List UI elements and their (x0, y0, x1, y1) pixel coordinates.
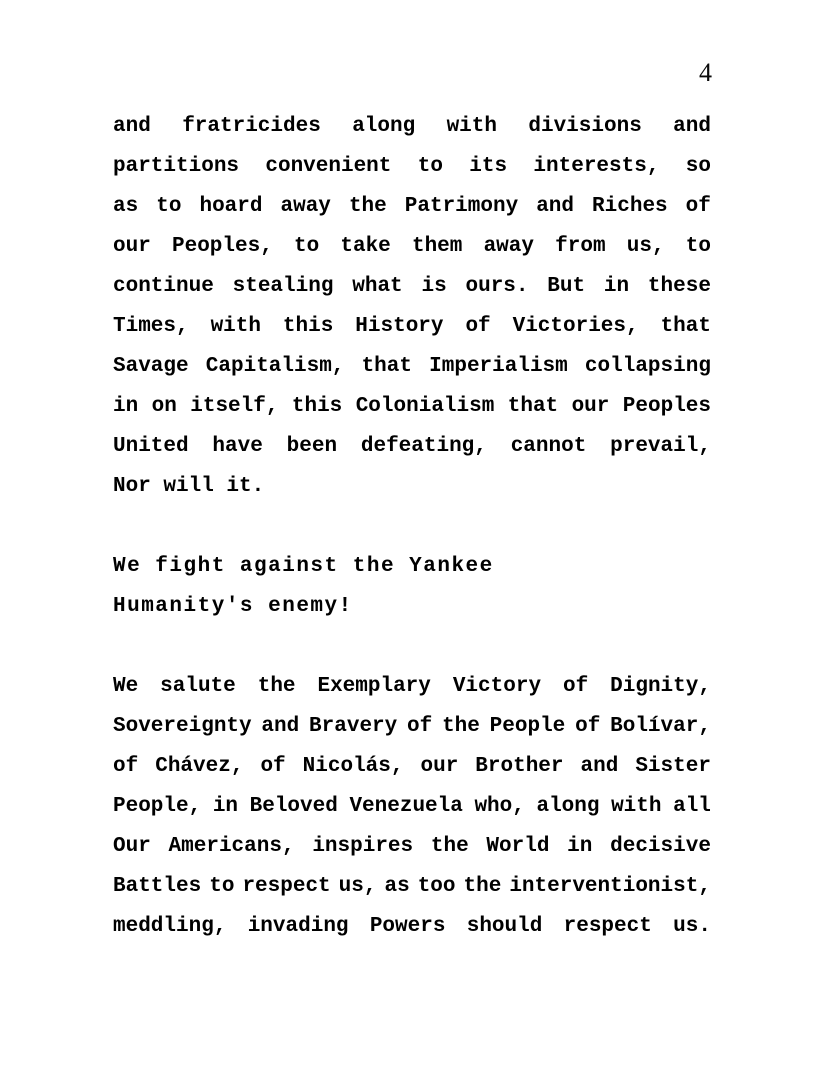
word: to (209, 875, 235, 898)
word: inspires (312, 835, 414, 858)
text-line: We fight against the Yankee (113, 555, 494, 578)
word: along (352, 115, 416, 138)
text-line (113, 827, 711, 867)
word: divisions (528, 115, 642, 138)
word: decisive (610, 835, 711, 858)
word: Bolívar, (610, 715, 711, 738)
word: salute (160, 675, 236, 698)
word: Powers (369, 915, 446, 938)
word: interests, (533, 155, 660, 178)
word: Exemplary (317, 675, 431, 698)
text-line (113, 707, 711, 747)
word: that (660, 315, 711, 338)
word: as (113, 195, 139, 218)
word: stealing (232, 275, 334, 298)
text-line (113, 907, 711, 947)
word: interventionist, (509, 875, 711, 898)
word: with (446, 115, 497, 138)
word: what (352, 275, 403, 298)
word: Peoples (622, 395, 711, 418)
text-line (113, 147, 711, 187)
word: our (420, 755, 459, 778)
word: take (340, 235, 391, 258)
word: of (407, 715, 433, 738)
word: our (571, 395, 610, 418)
word: so (685, 155, 711, 178)
word: Chávez, (155, 755, 244, 778)
word: Sovereignty (113, 715, 252, 738)
text-line (113, 387, 711, 427)
text-line (113, 267, 711, 307)
word: too (417, 875, 456, 898)
word: the (430, 835, 469, 858)
word: is (421, 275, 447, 298)
paragraph-2-slogan (113, 547, 711, 627)
word: that (361, 355, 412, 378)
word: respect (563, 915, 652, 938)
word: of (685, 195, 711, 218)
text-line: Nor will it. (113, 475, 265, 498)
word: our (113, 235, 151, 258)
word: But (547, 275, 586, 298)
word: with (210, 315, 261, 338)
word: should (466, 915, 543, 938)
word: Riches (592, 195, 668, 218)
text-line (113, 867, 711, 907)
word: these (647, 275, 711, 298)
paragraph-1 (113, 107, 711, 507)
word: in (212, 795, 239, 818)
word: this (282, 315, 334, 338)
word: Savage (113, 355, 189, 378)
word: History (355, 315, 444, 338)
word: prevail, (610, 435, 711, 458)
word: of (260, 755, 286, 778)
word: of (575, 715, 601, 738)
word: in (603, 275, 630, 298)
word: and (580, 755, 619, 778)
word: collapsing (584, 355, 711, 378)
text-block (113, 107, 711, 947)
word: defeating, (360, 435, 487, 458)
word: respect (242, 875, 331, 898)
text-line (113, 787, 711, 827)
word: Patrimony (404, 195, 519, 218)
word: as (384, 875, 410, 898)
word: Imperialism (429, 355, 568, 378)
text-line (113, 107, 711, 147)
word: of (113, 755, 139, 778)
text-line: Humanity's enemy! (113, 595, 353, 618)
word: ours. (465, 275, 529, 298)
word: and (113, 115, 151, 138)
text-line (113, 747, 711, 787)
word: Nicolás, (302, 755, 404, 778)
text-line (113, 307, 711, 347)
word: to (293, 235, 320, 258)
word: convenient (265, 155, 392, 178)
word: have (212, 435, 263, 458)
text-line (113, 667, 711, 707)
word: meddling, (113, 915, 227, 938)
word: Brother (475, 755, 564, 778)
word: in (113, 395, 139, 418)
text-line (113, 427, 711, 467)
word: us. (673, 915, 711, 938)
text-line (113, 187, 711, 227)
word: continue (113, 275, 214, 298)
word: to (685, 235, 711, 258)
word: Colonialism (355, 395, 495, 418)
word: of (562, 675, 589, 698)
word: Our (113, 835, 151, 858)
word: Americans, (168, 835, 295, 858)
word: Sister (635, 755, 711, 778)
word: Beloved (249, 795, 338, 818)
word: Victories, (512, 315, 639, 338)
word: Battles (113, 875, 202, 898)
word: Victory (452, 675, 542, 698)
word: United (113, 435, 189, 458)
word: to (156, 195, 182, 218)
word: Dignity, (610, 675, 711, 698)
word: partitions (113, 155, 240, 178)
word: its (469, 155, 508, 178)
word: People (489, 715, 566, 738)
word: Capitalism, (205, 355, 345, 378)
word: cannot (510, 435, 587, 458)
word: of (465, 315, 491, 338)
word: and (536, 195, 575, 218)
paragraph-3 (113, 667, 711, 947)
word: Venezuela (349, 795, 463, 818)
word: Peoples, (171, 235, 273, 258)
word: hoard (199, 195, 263, 218)
word: the (463, 875, 502, 898)
word: us, (338, 875, 377, 898)
word: along (536, 795, 600, 818)
text-line (113, 227, 711, 267)
word: and (261, 715, 300, 738)
word: Times, (113, 315, 189, 338)
word: the (442, 715, 480, 738)
word: with (611, 795, 662, 818)
word: the (348, 195, 387, 218)
word: us, (626, 235, 665, 258)
word: People, (113, 795, 202, 818)
word: Bravery (309, 715, 398, 738)
word: who, (474, 795, 525, 818)
word: away (280, 195, 331, 218)
word: to (417, 155, 443, 178)
word: this (291, 395, 343, 418)
word: from (555, 235, 606, 258)
word: them (411, 235, 463, 258)
text-line (113, 347, 711, 387)
word: We (113, 675, 139, 698)
page-number: 4 (699, 58, 712, 87)
word: and (673, 115, 711, 138)
word: the (257, 675, 296, 698)
word: invading (247, 915, 349, 938)
word: been (286, 435, 338, 458)
word: all (673, 795, 711, 818)
word: itself, (190, 395, 279, 418)
word: that (507, 395, 559, 418)
word: in (567, 835, 593, 858)
word: fratricides (182, 115, 321, 138)
word: World (486, 835, 550, 858)
word: on (151, 395, 177, 418)
word: away (483, 235, 534, 258)
